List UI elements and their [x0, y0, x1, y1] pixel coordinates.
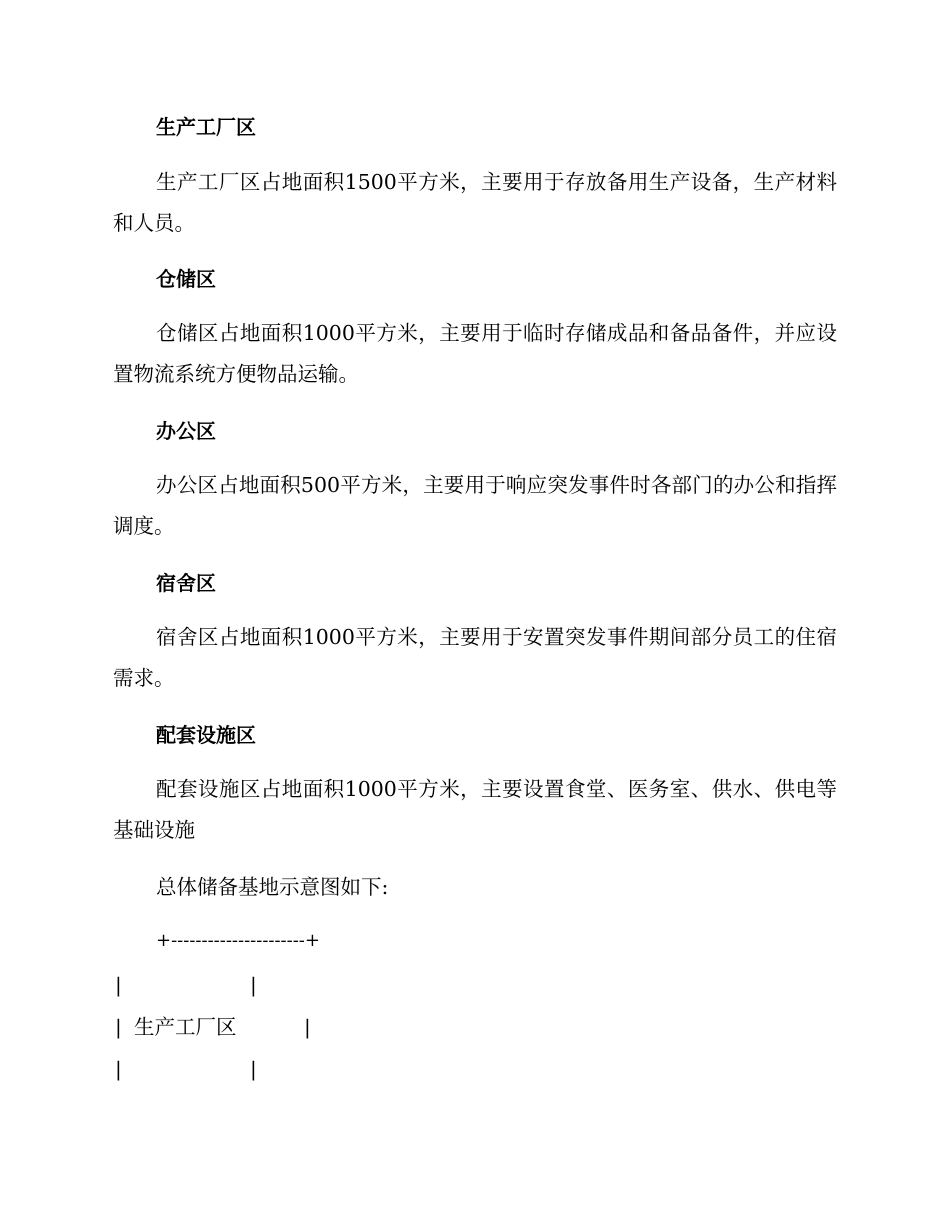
section-heading-warehouse: 仓储区: [156, 267, 216, 291]
diagram-row3-right-border: |: [250, 1057, 257, 1081]
section-body-warehouse: 仓储区占地面积1000平方米，主要用于临时存储成品和备品备件，并应设置物流系统方便物品运输。: [113, 321, 837, 386]
section-heading-facilities: 配套设施区: [156, 723, 256, 747]
section-heading-production: 生产工厂区: [156, 115, 256, 139]
diagram-box-label: 生产工厂区: [134, 1015, 237, 1039]
section-body-office: 办公区占地面积500平方米，主要用于响应突发事件时各部门的办公和指挥调度。: [113, 473, 837, 538]
diagram-row2-right-border: |: [304, 1015, 311, 1039]
diagram-row1-left-border: |: [115, 973, 122, 997]
section-heading-office: 办公区: [156, 419, 216, 443]
diagram-row3-left-border: |: [115, 1057, 122, 1081]
section-body-production: 生产工厂区占地面积1500平方米，主要用于存放备用生产设备，生产材料和人员。: [113, 170, 837, 235]
section-heading-dormitory: 宿舍区: [156, 571, 216, 595]
diagram-row1-right-border: |: [250, 973, 257, 997]
diagram-top-border: +----------------------+: [156, 930, 320, 951]
diagram-row2-left-border: |: [115, 1015, 122, 1039]
diagram-intro: 总体储备基地示意图如下:: [156, 875, 389, 899]
section-body-dormitory: 宿舍区占地面积1000平方米，主要用于安置突发事件期间部分员工的住宿需求。: [113, 625, 837, 690]
section-body-facilities: 配套设施区占地面积1000平方米，主要设置食堂、医务室、供水、供电等基础设施: [113, 777, 837, 842]
